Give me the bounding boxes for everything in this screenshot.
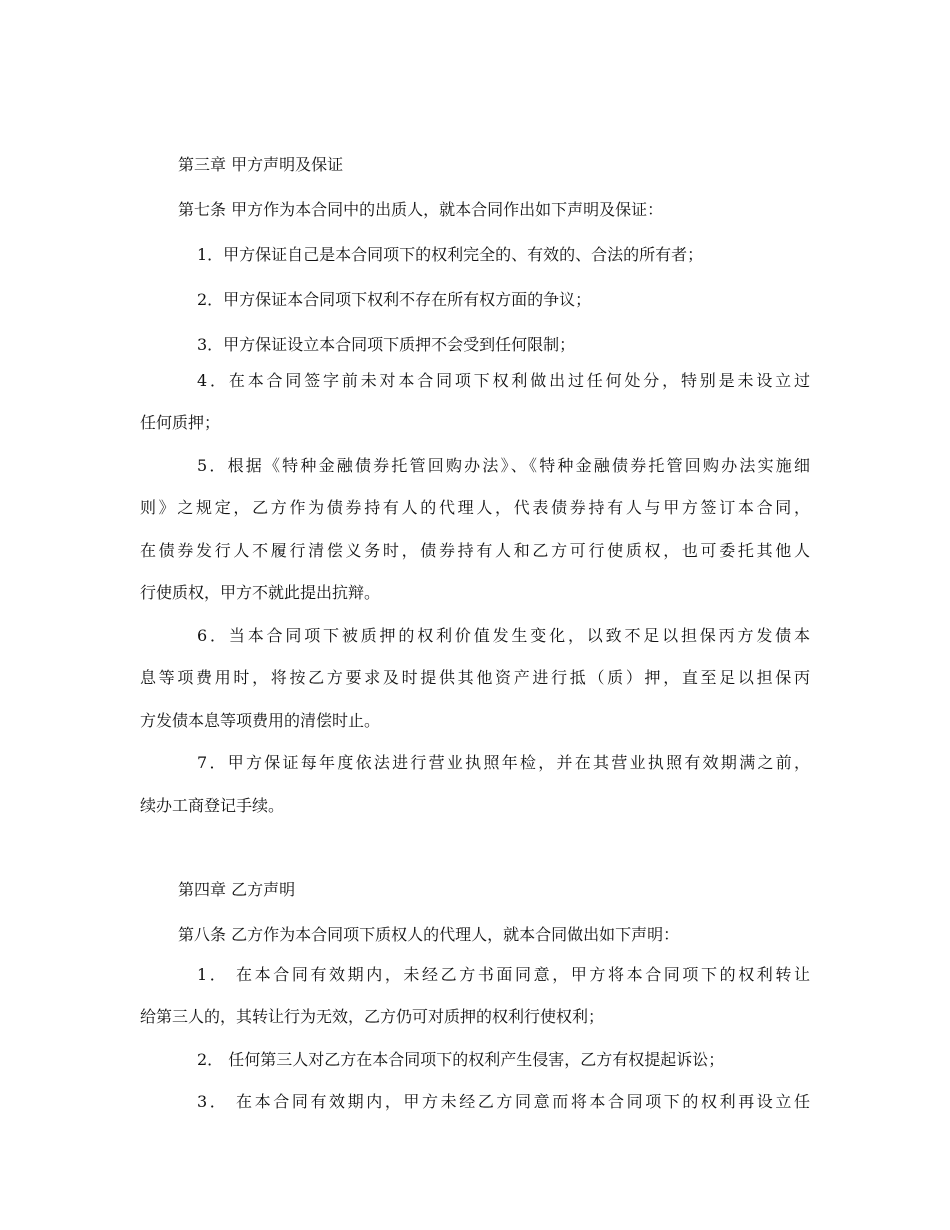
clause-item: 2．甲方保证本合同项下权利不存在所有权方面的争议； xyxy=(197,290,592,309)
clause-item-continuation: 在债券发行人不履行清偿义务时，债券持有人和乙方可行使质权，也可委托其他人 xyxy=(140,541,810,560)
clause-item: 3． 在本合同有效期内，甲方未经乙方同意而将本合同项下的权利再设立任 xyxy=(197,1092,810,1111)
clause-item-continuation: 行使质权，甲方不就此提出抗辩。 xyxy=(140,583,381,602)
clause-item-continuation: 则》之规定，乙方作为债券持有人的代理人，代表债券持有人与甲方签订本合同， xyxy=(140,498,810,517)
clause-item: 4．在本合同签字前未对本合同项下权利做出过任何处分，特别是未设立过 xyxy=(197,371,810,390)
clause-item-continuation: 方发债本息等项费用的清偿时止。 xyxy=(140,711,381,730)
clause-item: 5．根据《特种金融债券托管回购办法》、《特种金融债券托管回购办法实施细 xyxy=(197,456,810,475)
clause-item: 1．甲方保证自己是本合同项下的权利完全的、有效的、合法的所有者； xyxy=(197,245,704,264)
clause-item: 7．甲方保证每年度依法进行营业执照年检，并在其营业执照有效期满之前， xyxy=(197,753,810,772)
clause-item: 6．当本合同项下被质押的权利价值发生变化，以致不足以担保丙方发债本 xyxy=(197,626,810,645)
clause-item: 3．甲方保证设立本合同项下质押不会受到任何限制； xyxy=(197,335,576,354)
clause-item-continuation: 给第三人的，其转让行为无效，乙方仍可对质押的权利行使权利； xyxy=(140,1007,605,1026)
clause-item: 2． 任何第三人对乙方在本合同项下的权利产生侵害，乙方有权提起诉讼； xyxy=(197,1050,725,1069)
chapter-heading: 第三章 甲方声明及保证 xyxy=(178,155,344,174)
clause-item-continuation: 息等项费用时，将按乙方要求及时提供其他资产进行抵（质）押，直至足以担保丙 xyxy=(140,668,810,687)
clause-item-continuation: 任何质押； xyxy=(140,413,221,432)
chapter-heading: 第四章 乙方声明 xyxy=(178,880,296,899)
article-intro: 第七条 甲方作为本合同中的出质人，就本合同作出如下声明及保证： xyxy=(178,200,664,219)
article-intro: 第八条 乙方作为本合同项下质权人的代理人，就本合同做出如下声明： xyxy=(178,925,680,944)
clause-item: 1． 在本合同有效期内，未经乙方书面同意，甲方将本合同项下的权利转让 xyxy=(197,965,810,984)
clause-item-continuation: 续办工商登记手续。 xyxy=(140,796,285,815)
